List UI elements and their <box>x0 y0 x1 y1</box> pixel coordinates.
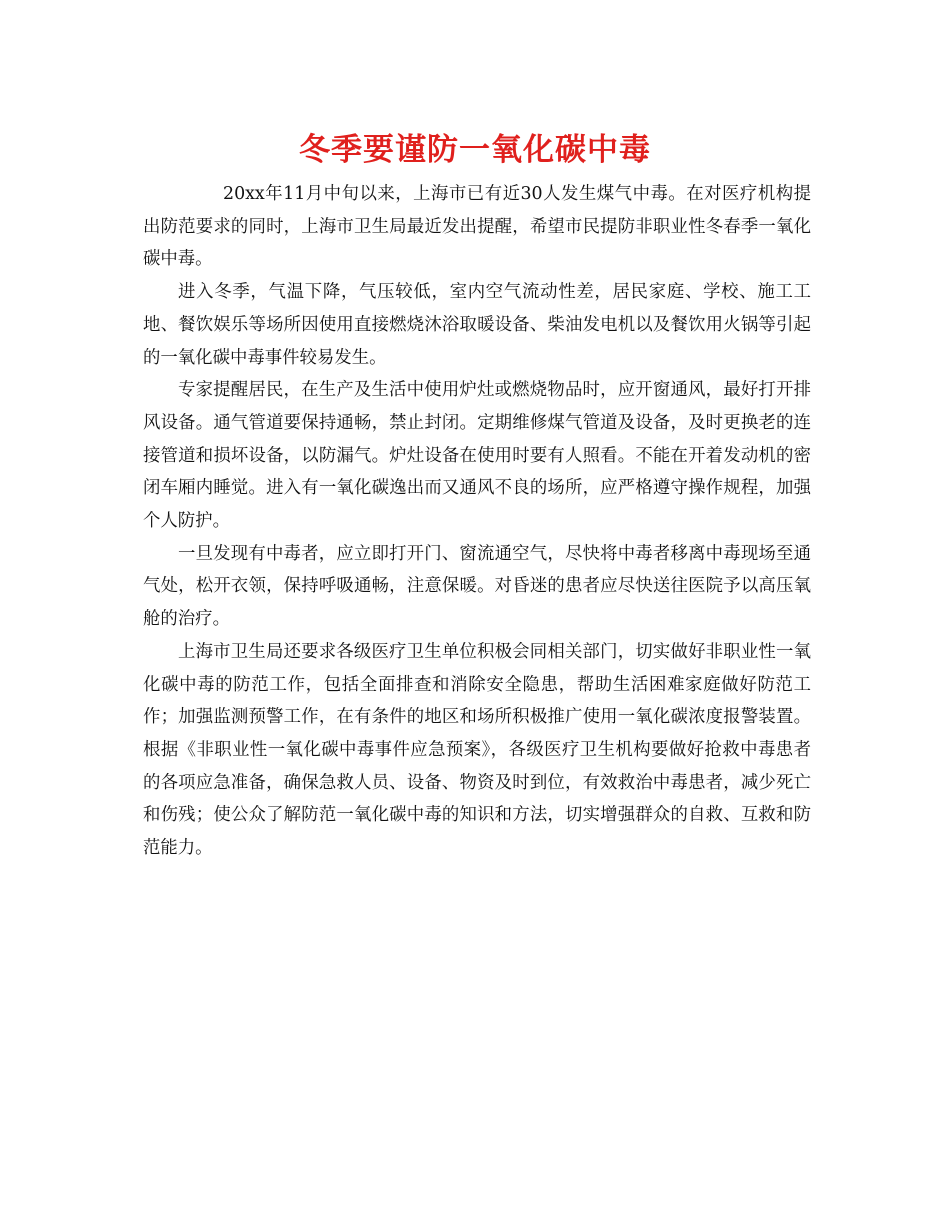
paragraph-health-bureau-requirements: 上海市卫生局还要求各级医疗卫生单位积极会同相关部门，切实做好非职业性一氧化碳中毒的防范工作，包括全面排查和消除安全隐患，帮助生活困难家庭做好防范工作；加强监测预警工作，在有条件的地区和场所积极推广使用一氧化碳浓度报警装置。根据《非职业性一氧化碳中毒事件应急预案》，各级医疗卫生机构要做好抢救中毒患者的各项应急准备，确保急救人员、设备、物资及时到位，有效救治中毒患者，减少死亡和伤残；使公众了解防范一氧化碳中毒的知识和方法，切实增强群众的自救、互救和防范能力。 <box>143 641 811 859</box>
document-title: 冬季要谨防一氧化碳中毒 <box>299 132 651 168</box>
paragraph-winter-risk: 进入冬季，气温下降，气压较低，室内空气流动性差，居民家庭、学校、施工工地、餐饮娱乐等场所因使用直接燃烧沐浴取暖设备、柴油发电机以及餐饮用火锅等引起的一氧化碳中毒事件较易发生。 <box>143 282 811 368</box>
paragraph-first-aid: 一旦发现有中毒者，应立即打开门、窗流通空气，尽快将中毒者移离中毒现场至通气处，松开衣领，保持呼吸通畅，注意保暖。对昏迷的患者应尽快送往医院予以高压氧舱的治疗。 <box>143 543 811 630</box>
document-body <box>143 178 811 865</box>
paragraph-expert-advice: 专家提醒居民，在生产及生活中使用炉灶或燃烧物品时，应开窗通风，最好打开排风设备。通气管道要保持通畅，禁止封闭。定期维修煤气管道及设备，及时更换老的连接管道和损坏设备，以防漏气。炉灶设备在使用时要有人照看。不能在开着发动机的密闭车厢内睡觉。进入有一氧化碳逸出而又通风不良的场所，应严格遵守操作规程，加强个人防护。 <box>143 380 811 532</box>
paragraph-intro: 20xx年11月中旬以来，上海市已有近30人发生煤气中毒。在对医疗机构提出防范要求的同时，上海市卫生局最近发出提醒，希望市民提防非职业性冬春季一氧化碳中毒。 <box>143 184 811 270</box>
